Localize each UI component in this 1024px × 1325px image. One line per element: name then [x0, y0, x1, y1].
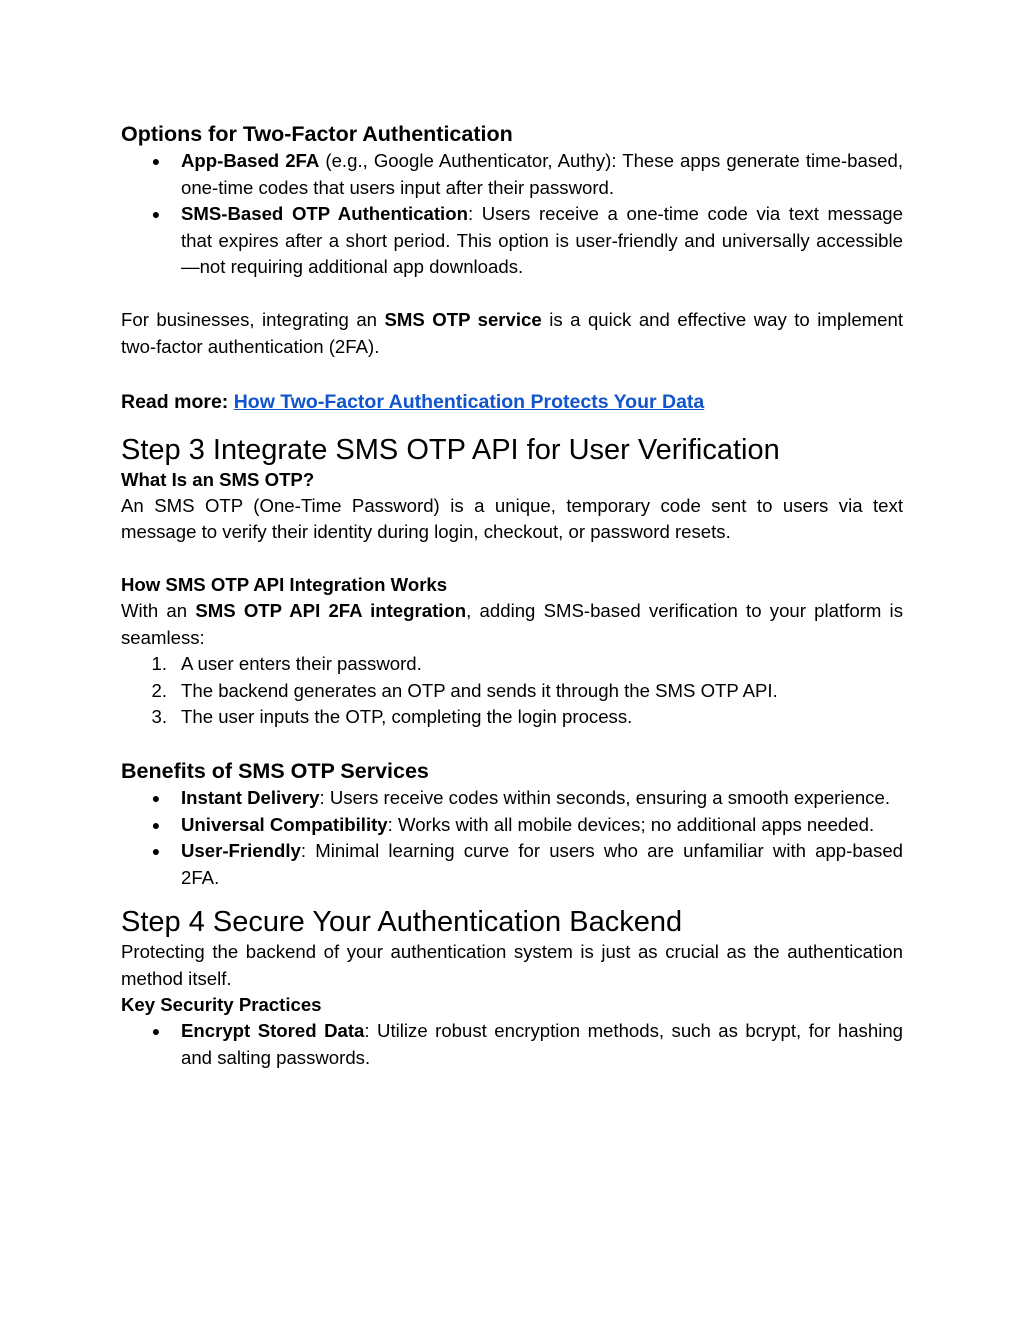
- list-item: [121, 678, 903, 705]
- business-bold: SMS OTP service: [384, 309, 542, 330]
- business-pre: For businesses, integrating an: [121, 309, 385, 330]
- how-post: , adding SMS-based verification to your platform is seamless:: [121, 600, 903, 648]
- step-number: 1.: [151, 653, 167, 674]
- step-number: 3.: [151, 706, 167, 727]
- options-list: [121, 148, 903, 281]
- list-item: [121, 651, 903, 678]
- list-item: [121, 785, 903, 812]
- read-more-label: Read more:: [121, 390, 234, 413]
- list-item: [121, 704, 903, 731]
- step-text: A user enters their password.: [181, 653, 422, 674]
- benefits-heading: Benefits of SMS OTP Services: [121, 759, 429, 783]
- document-page: [121, 120, 903, 1071]
- item-text: : Users receive a one-time code via text message that expires after a short period. This option is user-friendly and universally accessible—not requiring additional app downloads.: [181, 203, 903, 277]
- item-text: : Works with all mobile devices; no additional apps needed.: [387, 813, 875, 835]
- item-bold: App-Based 2FA: [181, 150, 320, 171]
- bullet-icon: ●: [151, 790, 161, 806]
- options-heading: Options for Two-Factor Authentication: [121, 122, 513, 146]
- item-text: : Minimal learning curve for users who are unfamiliar with app-based 2FA.: [181, 840, 903, 888]
- item-bold: Universal Compatibility: [181, 813, 388, 835]
- what-text: An SMS OTP (One-Time Password) is a unique, temporary code sent to users via text message to verify their identity during login, checkout, or password resets.: [121, 494, 903, 542]
- step3-title: Step 3 Integrate SMS OTP API for User Verification: [121, 433, 780, 466]
- step-text: The user inputs the OTP, completing the login process.: [181, 706, 633, 727]
- practices-heading: Key Security Practices: [121, 994, 322, 1015]
- step4-intro: Protecting the backend of your authentication system is just as crucial as the authentication method itself.: [121, 941, 903, 989]
- how-bold: SMS OTP API 2FA integration: [195, 600, 467, 621]
- item-text: (e.g., Google Authenticator, Authy): These apps generate time-based, one-time codes that users input after their password.: [181, 150, 903, 198]
- read-more-link[interactable]: How Two-Factor Authentication Protects Your Data: [233, 390, 705, 413]
- item-text: : Users receive codes within seconds, ensuring a smooth experience.: [319, 787, 890, 808]
- business-paragraph: [121, 307, 903, 360]
- item-bold: User-Friendly: [181, 840, 301, 861]
- how-heading: How SMS OTP API Integration Works: [121, 574, 448, 595]
- how-paragraph: [121, 598, 903, 651]
- bullet-icon: ●: [151, 1023, 161, 1039]
- bullet-icon: ●: [151, 816, 161, 833]
- step-text: The backend generates an OTP and sends it through the SMS OTP API.: [181, 679, 778, 701]
- bullet-icon: ●: [151, 206, 161, 222]
- what-heading: What Is an SMS OTP?: [121, 468, 315, 490]
- item-bold: Encrypt Stored Data: [181, 1020, 365, 1041]
- list-item: [121, 812, 903, 839]
- list-item: [121, 148, 903, 201]
- list-item: [121, 1018, 903, 1071]
- practices-list: [121, 1018, 903, 1071]
- benefits-list: [121, 785, 903, 891]
- item-text: : Utilize robust encryption methods, such as bcrypt, for hashing and salting passwords.: [181, 1020, 904, 1068]
- list-item: [121, 201, 903, 281]
- list-item: [121, 838, 903, 891]
- item-bold: SMS-Based OTP Authentication: [181, 203, 468, 224]
- step-number: 2.: [151, 679, 167, 701]
- step4-title: Step 4 Secure Your Authentication Backend: [121, 906, 683, 938]
- read-more: [121, 389, 903, 415]
- steps-list: [121, 651, 903, 731]
- how-pre: With an: [121, 600, 196, 621]
- bullet-icon: ●: [151, 843, 161, 859]
- item-bold: Instant Delivery: [181, 787, 320, 808]
- business-post: is a quick and effective way to implement two-factor authentication (2FA).: [121, 309, 904, 357]
- bullet-icon: ●: [151, 153, 161, 169]
